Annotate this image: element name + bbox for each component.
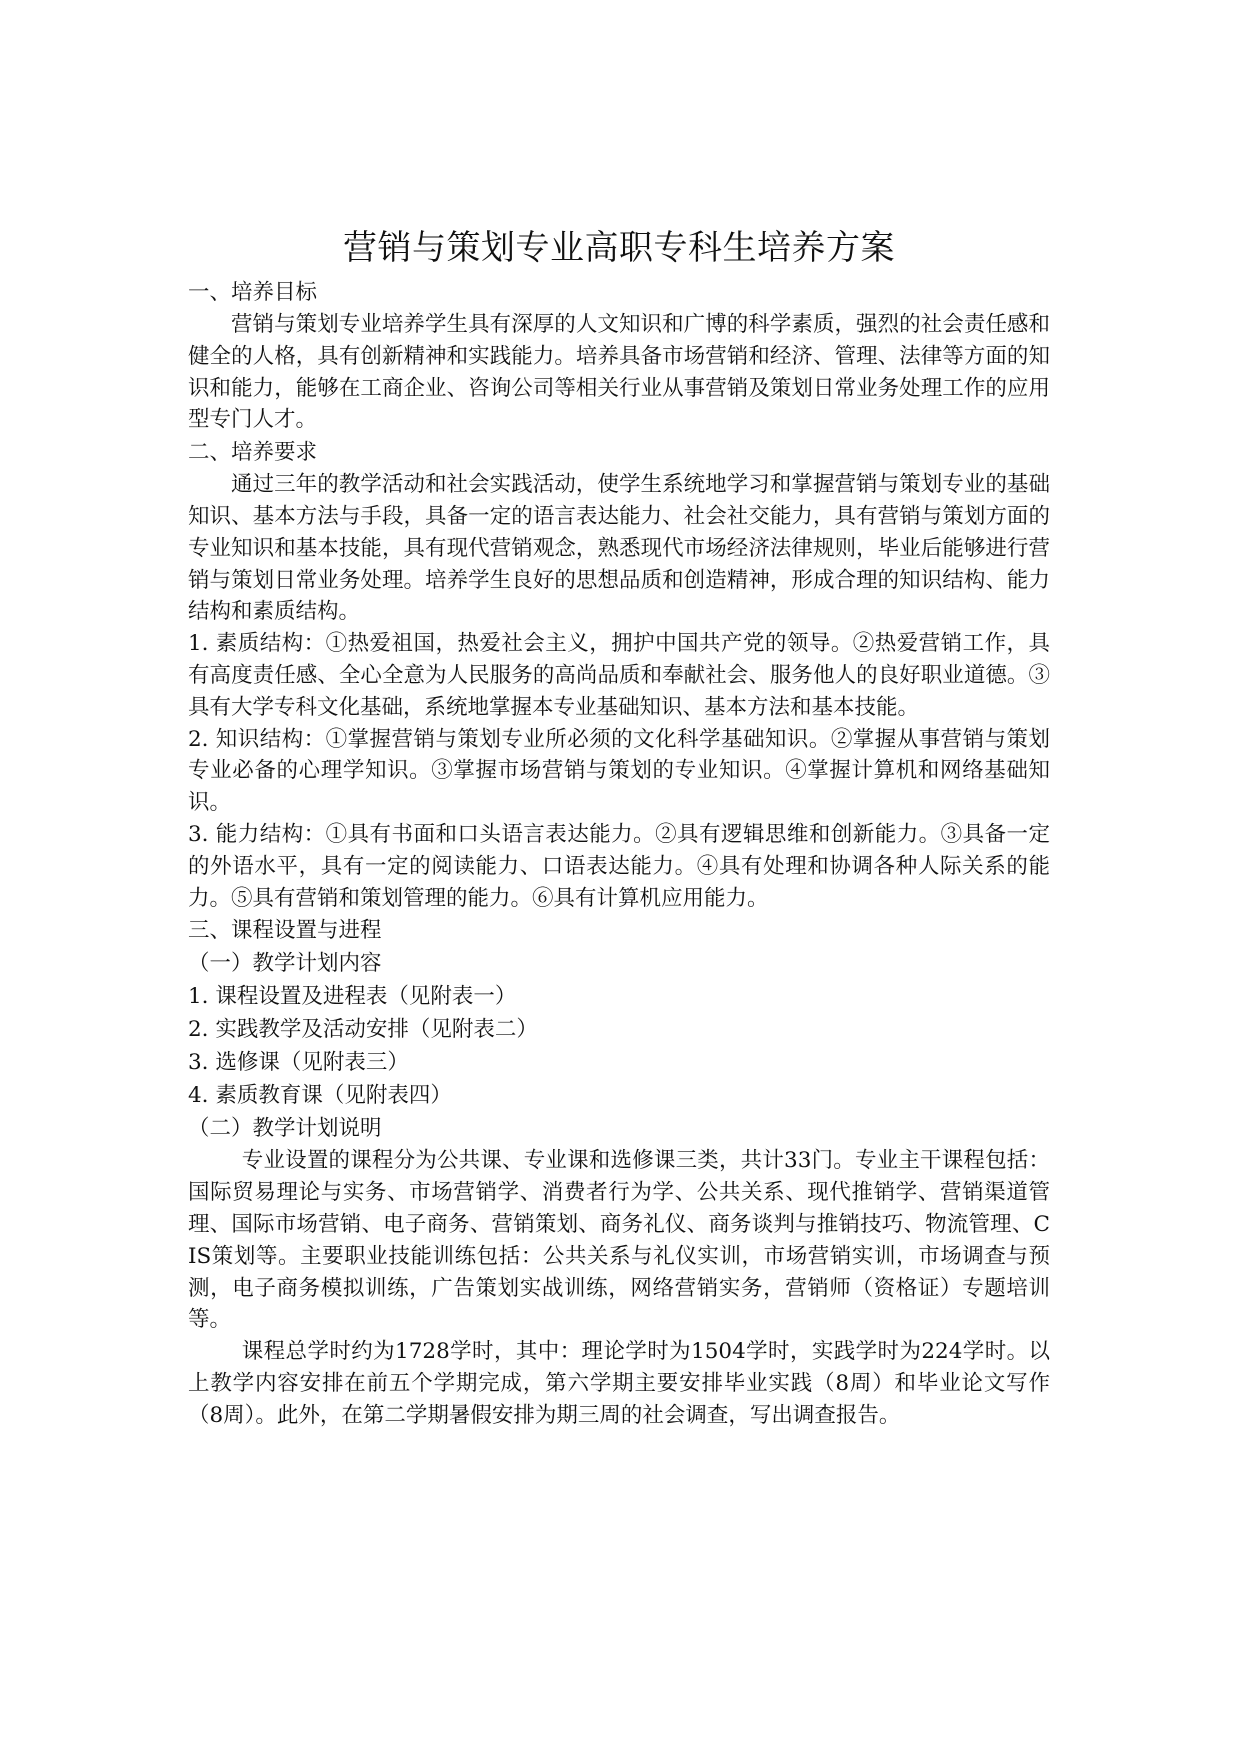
subsection-heading-plan-notes: （二）教学计划说明 [188, 1116, 382, 1142]
document-title: 营销与策划专业高职专科生培养方案 [343, 228, 895, 268]
plan-notes-paragraph-hours: 课程总学时约为1728学时，其中：理论学时为1504学时，实践学时为224学时。以上教学内容安排在前五个学期完成，第六学期主要安排毕业实践（8周）和毕业论文写作（8周）。此外，在第二学期暑假安排为期三周的社会调查，写出调查报告。 [188, 1339, 1050, 1428]
section-heading-curriculum: 三、课程设置与进程 [188, 918, 382, 944]
knowledge-structure-item: 2. 知识结构：①掌握营销与策划专业所必须的文化科学基础知识。②掌握从事营销与策划专业必备的心理学知识。③掌握市场营销与策划的专业知识。④掌握计算机和网络基础知识。 [188, 726, 1050, 816]
list-item: 2. 实践教学及活动安排（见附表二） [188, 1017, 538, 1043]
quality-structure-item: 1. 素质结构：①热爱祖国，热爱社会主义，拥护中国共产党的领导。②热爱营销工作，具有高度责任感、全心全意为人民服务的高尚品质和奉献社会、服务他人的良好职业道德。③具有大学专科文化基础，系统地掌握本专业基础知识、基本方法和基本技能。 [188, 631, 1050, 720]
list-item: 3. 选修课（见附表三） [188, 1050, 409, 1076]
list-item: 4. 素质教育课（见附表四） [188, 1083, 452, 1109]
section-heading-training-requirements: 二、培养要求 [188, 440, 318, 466]
subsection-heading-plan-content: （一）教学计划内容 [188, 951, 382, 977]
training-requirements-paragraph: 通过三年的教学活动和社会实践活动，使学生系统地学习和掌握营销与策划专业的基础知识、基本方法与手段，具备一定的语言表达能力、社会社交能力，具有营销与策划方面的专业知识和基本技能，具有现代营销观念，熟悉现代市场经济法律规则，毕业后能够进行营销与策划日常业务处理。培养学生良好的思想品质和创造精神，形成合理的知识结构、能力结构和素质结构。 [188, 472, 1050, 625]
document-content [188, 224, 1050, 1432]
plan-notes-paragraph-courses: 专业设置的课程分为公共课、专业课和选修课三类，共计33门。专业主干课程包括：国际贸易理论与实务、市场营销学、消费者行为学、公共关系、现代推销学、营销渠道管理、国际市场营销、电子商务、营销策划、商务礼仪、商务谈判与推销技巧、物流管理、CIS策划等。主要职业技能训练包括：公共关系与礼仪实训，市场营销实训，市场调查与预测，电子商务模拟训练，广告策划实战训练，网络营销实务，营销师（资格证）专题培训等。 [188, 1148, 1050, 1333]
ability-structure-item: 3. 能力结构：①具有书面和口头语言表达能力。②具有逻辑思维和创新能力。③具备一定的外语水平，具有一定的阅读能力、口语表达能力。④具有处理和协调各种人际关系的能力。⑤具有营销和策划管理的能力。⑥具有计算机应用能力。 [188, 821, 1050, 911]
training-goals-paragraph: 营销与策划专业培养学生具有深厚的人文知识和广博的科学素质，强烈的社会责任感和健全的人格，具有创新精神和实践能力。培养具备市场营销和经济、管理、法律等方面的知识和能力，能够在工商企业、咨询公司等相关行业从事营销及策划日常业务处理工作的应用型专门人才。 [188, 312, 1050, 433]
list-item: 1. 课程设置及进程表（见附表一） [188, 984, 517, 1010]
section-heading-training-goals: 一、培养目标 [188, 280, 318, 305]
